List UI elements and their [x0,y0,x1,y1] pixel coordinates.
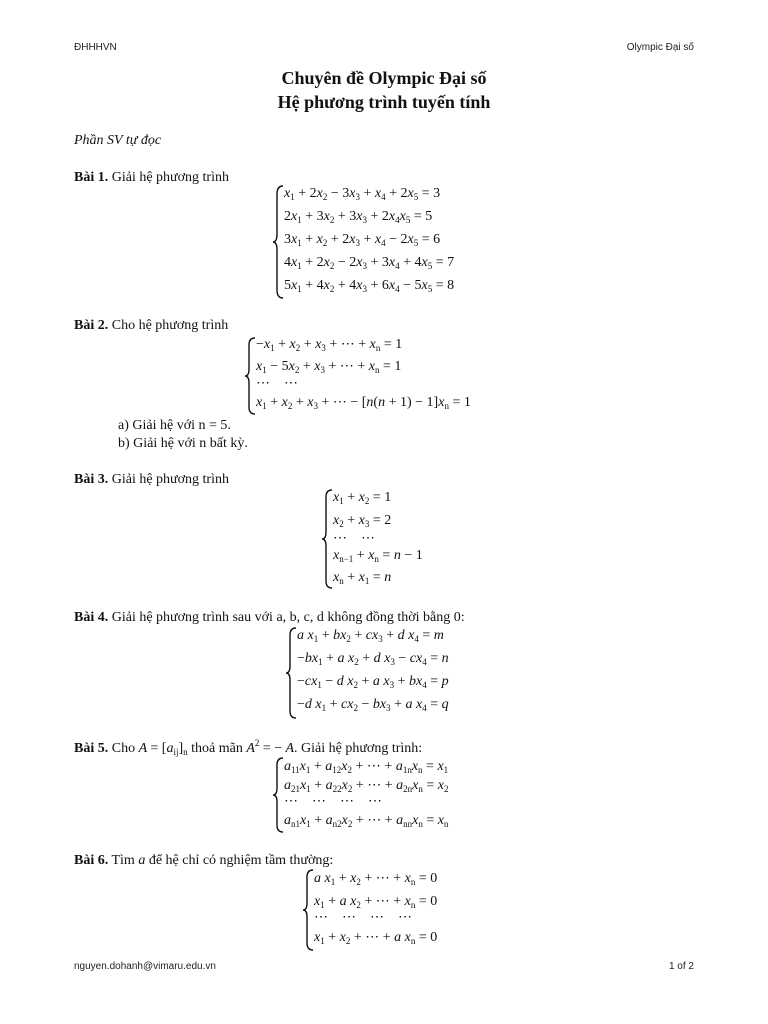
problem-6-text-a: Tìm [108,853,139,868]
equation: $2x_1 + 3x_2 + 3x_3 + 2x_4x_5 = 5$ [284,209,433,225]
equation: $x_2 + x_3 = 2$ [333,513,392,529]
matrix-definition: $A = [a_{ij}]_n$ [138,741,188,757]
problem-5-heading [74,738,422,757]
problem-1-label: Bài 1. [74,170,109,185]
brace-icon [285,626,297,720]
equation: $x_1 + x_2 = 1$ [333,490,392,506]
problem-4-system [285,626,525,720]
problem-3-system [321,488,481,590]
problem-5-text-a: Cho [108,741,139,756]
equation: a $x_1 + bx_2 + cx_3 + d$ $x_4 = m$ [297,628,444,644]
section-label: Phần SV tự đọc [74,133,162,148]
brace-icon [321,488,333,590]
problem-2-heading [74,318,228,334]
equation: ⋯ ⋯ [256,376,298,391]
problem-5-text-c: . Giải hệ phương trình: [294,741,423,756]
problem-6-variable: a [138,853,146,868]
page-number: 1 of 2 [668,961,694,972]
problem-2-part-b: b) Giải hệ với n bất kỳ. [118,436,248,451]
header-left: ĐHHHVN [74,42,117,53]
equation: $x_1 + x_2$ + ⋯ + a $x_n = 0$ [314,930,438,946]
equation: $-bx_1 + a$ $x_2 + d$ $x_3 - cx_4 = n$ [297,651,449,667]
footer-email: nguyen.dohanh@vimaru.edu.vn [74,961,216,972]
equation: $a_{n1}x_1 + a_{n2}x_2$ + ⋯ + $a_{nn}x_n = x_n$ [284,813,449,829]
problem-5-text-b: thoả mãn [187,741,247,756]
problem-5-system [272,756,522,834]
problem-6-text-b: để hệ chỉ có nghiệm tầm thường: [145,853,334,868]
equation: $-cx_1 - d$ $x_2 + a$ $x_3 + bx_4 = p$ [297,674,449,690]
equation: ⋯ ⋯ [333,531,375,546]
equation: $3x_1 + x_2 + 2x_3 + x_4 - 2x_5 = 6$ [284,232,441,248]
equation: $x_{n-1} + x_n = n - 1$ [333,548,423,564]
problem-4-text: Giải hệ phương trình sau với a, b, c, d không đồng thời bằng 0: [108,610,465,625]
equation: $-x_1 + x_2 + x_3$ + ⋯ + $x_n = 1$ [256,337,403,353]
problem-6-heading [74,853,333,869]
equation: a $x_1 + x_2$ + ⋯ + $x_n = 0$ [314,871,438,887]
problem-1-heading [74,170,229,186]
problem-2-label: Bài 2. [74,318,109,333]
equation: $a_{21}x_1 + a_{22}x_2$ + ⋯ + $a_{2n}x_n = x_2$ [284,778,449,794]
problem-3-heading [74,472,229,488]
problem-1-system [272,184,532,300]
problem-4-heading [74,610,465,626]
problem-3-text: Giải hệ phương trình [108,472,229,487]
brace-icon [302,868,314,952]
problem-6-system [302,868,502,952]
brace-icon [244,336,256,416]
equation: $x_1 - 5x_2 + x_3$ + ⋯ + $x_n = 1$ [256,359,402,375]
equation: $x_n + x_1 = n$ [333,570,392,586]
problem-5-label: Bài 5. [74,741,109,756]
problem-3-label: Bài 3. [74,472,109,487]
header-right: Olympic Đại số [626,42,694,53]
document-subtitle: Hệ phương trình tuyến tính [277,92,491,112]
equation: $5x_1 + 4x_2 + 4x_3 + 6x_4 - 5x_5 = 8$ [284,278,455,294]
equation: $x_1 + a$ $x_2$ + ⋯ + $x_n = 0$ [314,894,438,910]
equation: −d $x_1 + cx_2 - bx_3 + a$ $x_4 = q$ [297,697,449,713]
equation: ⋯ ⋯ ⋯ ⋯ [284,794,382,809]
brace-icon [272,184,284,300]
matrix-condition: $A^2$ = − A [246,738,295,756]
equation: $x_1 + x_2 + x_3$ + ⋯ − $[n(n + 1) - 1]x_n = 1$ [256,395,471,411]
equation: ⋯ ⋯ ⋯ ⋯ [314,910,412,925]
equation: $x_1 + 2x_2 - 3x_3 + x_4 + 2x_5 = 3$ [284,186,441,202]
problem-1-text: Giải hệ phương trình [108,170,229,185]
brace-icon [272,756,284,834]
document-title: Chuyên đề Olympic Đại số [281,68,487,88]
equation: $4x_1 + 2x_2 - 2x_3 + 3x_4 + 4x_5 = 7$ [284,255,455,271]
problem-2-part-a: a) Giải hệ với n = 5. [118,418,231,433]
problem-4-label: Bài 4. [74,610,109,625]
problem-2-text: Cho hệ phương trình [108,318,229,333]
problem-2-system [244,336,544,416]
equation: $a_{11}x_1 + a_{12}x_2$ + ⋯ + $a_{1n}x_n = x_1$ [284,759,449,775]
problem-6-label: Bài 6. [74,853,109,868]
